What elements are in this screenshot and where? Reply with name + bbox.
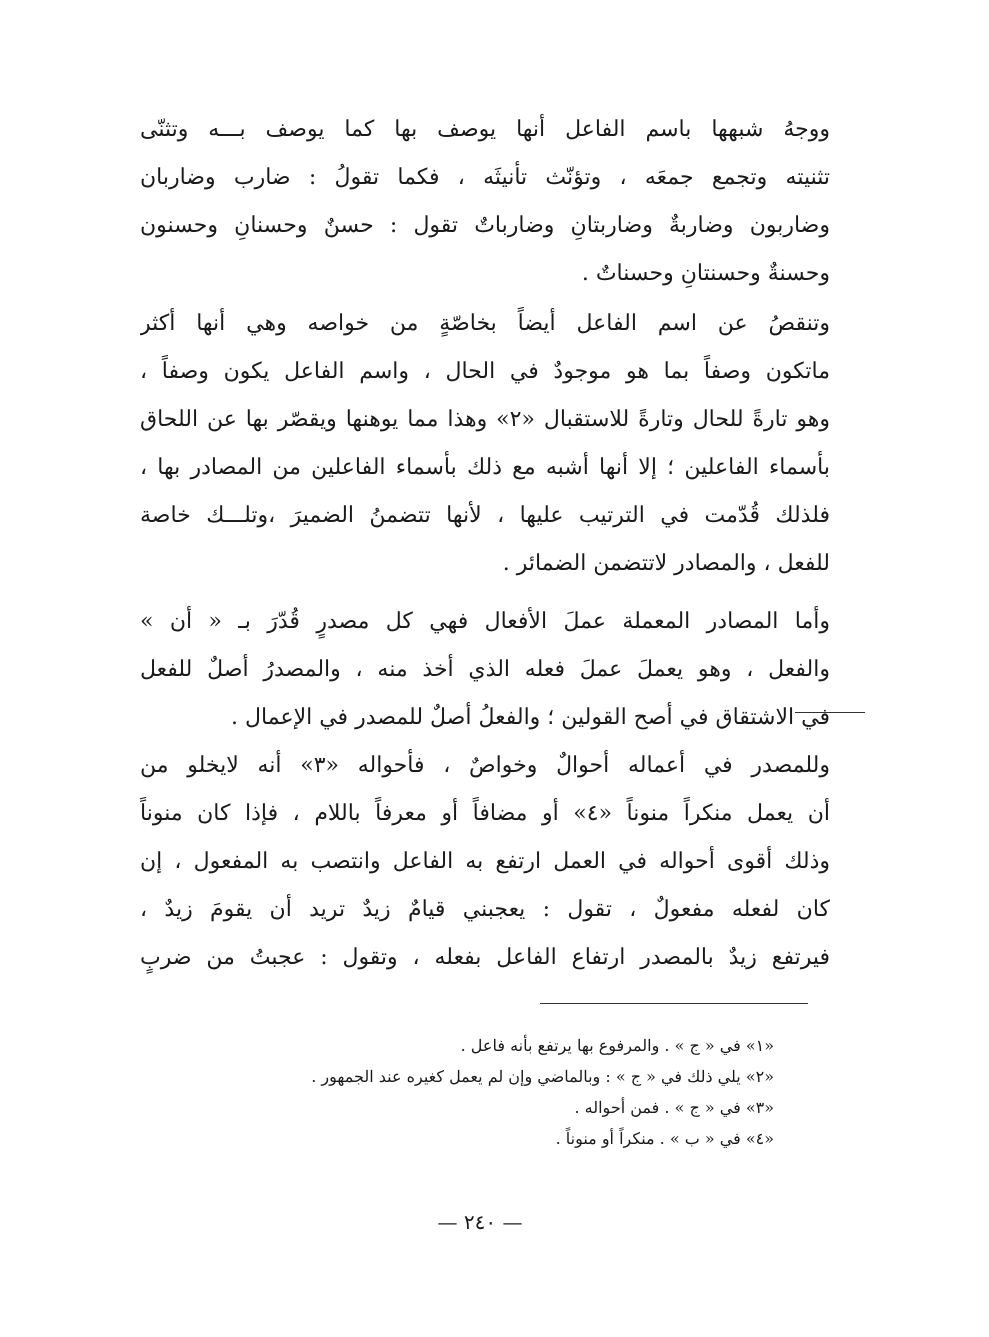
footnote-3: «٣» في « ج » . فمن أحواله . bbox=[574, 1098, 774, 1117]
paragraph-1 bbox=[140, 106, 830, 298]
text-line: وتنقصُ عن اسم الفاعل أيضاً بخاصّةٍ من خواصه وهي أنها أكثر bbox=[140, 311, 830, 336]
text-line: فلذلك قُدّمت في الترتيب عليها ، لأنها تتضمنُ الضميرَ ،وتلـــك خاصة bbox=[140, 503, 830, 528]
text-line: كان لفعله مفعولٌ ، تقول : يعجبني قيامٌ زيدٌ تريد أن يقومَ زيدٌ ، bbox=[140, 897, 830, 922]
paragraph-4 bbox=[140, 742, 830, 982]
text-line: للفعل ، والمصادر لاتتضمن الضمائر . bbox=[502, 551, 830, 576]
text-line: وضاربون وضاربةٌ وضاربتانِ وضارباتٌ تقول : حسنٌ وحسنانِ وحسنون bbox=[140, 213, 830, 238]
text-line: في الاشتقاق في أصح القولين ؛ والفعلُ أصلٌ للمصدر في الإعمال . bbox=[231, 705, 830, 730]
footnotes bbox=[214, 1030, 774, 1154]
text-line: ماتكون وصفاً بما هو موجودٌ في الحال ، واسم الفاعل يكون وصفاً ، bbox=[140, 359, 830, 384]
margin-rule bbox=[795, 712, 865, 713]
text-line: وحسنةٌ وحسنتانِ وحسناتٌ . bbox=[581, 261, 830, 286]
paragraph-3 bbox=[140, 598, 830, 742]
text-line: وللمصدر في أعماله أحوالٌ وخواصٌ ، فأحواله «٣» أنه لايخلو من bbox=[140, 753, 830, 778]
text-line: فيرتفع زيدٌ بالمصدر ارتفاع الفاعل بفعله ، وتقول : عجبتُ من ضربٍ bbox=[140, 945, 830, 970]
text-line: والفعل ، وهو يعملَ عملَ فعله الذي أخذ منه ، والمصدرُ أصلٌ للفعل bbox=[140, 657, 830, 682]
text-line: أن يعمل منكراً منوناً «٤» أو مضافاً أو معرفاً باللام ، فإذا كان منوناً bbox=[140, 801, 830, 826]
text-line: تثنيته وتجمع جمعَه ، وتؤنّث تأنيثَه ، فكما تقولُ : ضارب وضاربان bbox=[140, 165, 830, 190]
paragraph-2 bbox=[140, 300, 830, 588]
text-line: وهو تارةً للحال وتارةً للاستقبال «٢» وهذا مما يوهنها ويقصّر بها عن اللحاق bbox=[140, 407, 830, 432]
text-line: ووجهُ شبهها باسم الفاعل أنها يوصف بها كما يوصف بـــه وتثنّى bbox=[140, 117, 830, 142]
footnote-1: «١» في « ج » . والمرفوع بها يرتفع بأنه فاعل . bbox=[460, 1036, 774, 1055]
page-number: — ٢٤٠ — bbox=[437, 1210, 523, 1234]
text-line: بأسماء الفاعلين ؛ إلا أنها أشبه مع ذلك بأسماء الفاعلين من المصادر بها ، bbox=[140, 455, 830, 480]
footnote-2: «٢» يلي ذلك في « ج » : وبالماضي وإن لم يعمل كغيره عند الجمهور . bbox=[311, 1067, 774, 1086]
footnote-separator bbox=[540, 1003, 808, 1004]
footnote-4: «٤» في « ب » . منكراً أو منوناً . bbox=[555, 1129, 774, 1148]
text-line: وذلك أقوى أحواله في العمل ارتفع به الفاعل وانتصب به المفعول ، إن bbox=[140, 849, 830, 874]
text-line: وأما المصادر المعملة عملَ الأفعال فهي كل مصدرٍ قُدّرَ بـ « أن » bbox=[140, 609, 830, 634]
